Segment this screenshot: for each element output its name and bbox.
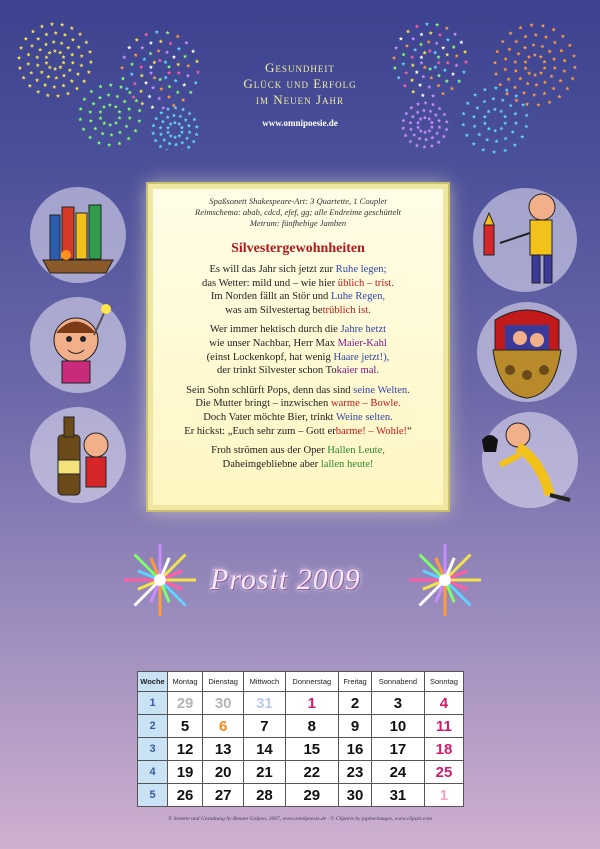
poem-line: Sein Sohn schlürft Pops, denn das sind seine Welten. bbox=[186, 384, 410, 396]
calendar-day: 16 bbox=[339, 738, 372, 761]
bottle-man-clipart-icon bbox=[28, 405, 128, 505]
calendar-day: 2 bbox=[339, 692, 372, 715]
calendar-header-row bbox=[138, 672, 464, 692]
greeting-line-2: Glück und Erfolg bbox=[243, 76, 357, 91]
calendar-week-row bbox=[138, 761, 464, 784]
calendar-day: 7 bbox=[244, 715, 285, 738]
calendar-day: 22 bbox=[285, 761, 339, 784]
calendar-day: 23 bbox=[339, 761, 372, 784]
poem-line: das Wetter: mild und – wie hier üblich – trist. bbox=[202, 277, 394, 289]
calendar-day: 28 bbox=[244, 784, 285, 807]
calendar-day: 31 bbox=[244, 692, 285, 715]
calendar-day: 29 bbox=[285, 784, 339, 807]
poem-stanza-3 bbox=[153, 384, 443, 438]
week-number: 2 bbox=[138, 715, 168, 738]
copyright-footer: © Sonette und Gestaltung by Renate Golpon, 2007, www.omnipoesie.de · © Cliparts by jupiterimages, www.clipart.com bbox=[168, 816, 432, 822]
calendar-header-sunday: Sonntag bbox=[424, 672, 463, 692]
calendar-day: 19 bbox=[168, 761, 203, 784]
calendar-header-monday: Montag bbox=[168, 672, 203, 692]
calendar-day: 3 bbox=[371, 692, 424, 715]
calendar-header-wednesday: Mittwoch bbox=[244, 672, 285, 692]
calendar-day: 5 bbox=[168, 715, 203, 738]
greeting-line-3: im Neuen Jahr bbox=[256, 92, 344, 107]
poem-stanza-1 bbox=[153, 263, 443, 317]
poem-line: was am Silvestertag betrüblich ist. bbox=[225, 304, 371, 316]
calendar-day: 21 bbox=[244, 761, 285, 784]
scared-man-with-cat-clipart-icon bbox=[470, 410, 585, 510]
poem-title: Silvestergewohnheiten bbox=[231, 241, 365, 256]
calendar-header-saturday: Sonnabend bbox=[371, 672, 424, 692]
calendar-header-week: Woche bbox=[138, 672, 168, 692]
calendar-table bbox=[137, 671, 464, 807]
poem-line: der trinkt Silvester schon Tokaier mal. bbox=[216, 365, 380, 377]
starburst-right-icon bbox=[400, 540, 490, 620]
prosit-title: Prosit 2009 bbox=[210, 563, 361, 596]
calendar-header-tuesday: Dienstag bbox=[203, 672, 244, 692]
calendar-day: 31 bbox=[371, 784, 424, 807]
calendar-day: 26 bbox=[168, 784, 203, 807]
week-number: 1 bbox=[138, 692, 168, 715]
calendar-day: 30 bbox=[203, 692, 244, 715]
poem-line: Im Norden fällt an Stör und Luhe Regen, bbox=[210, 291, 386, 303]
man-lighting-rocket-clipart-icon bbox=[470, 185, 580, 295]
rockets-clipart-icon bbox=[28, 185, 128, 285]
calendar-day: 30 bbox=[339, 784, 372, 807]
calendar-day: 12 bbox=[168, 738, 203, 761]
calendar-week-row bbox=[138, 692, 464, 715]
calendar-week-row bbox=[138, 784, 464, 807]
calendar-header-thursday: Donnerstag bbox=[285, 672, 339, 692]
calendar-day-sunday: 25 bbox=[424, 761, 463, 784]
poem-couplet bbox=[153, 444, 443, 471]
poem-card bbox=[148, 184, 448, 510]
calendar-day: 15 bbox=[285, 738, 339, 761]
calendar-header-friday: Freitag bbox=[339, 672, 372, 692]
poem-meter-note: Metrum: fünfhebige Jamben bbox=[249, 218, 347, 228]
poem-line: Daheimgebliebne aber lallen heute! bbox=[222, 458, 374, 470]
fireworks-right-icon bbox=[385, 15, 585, 155]
calendar-day: 9 bbox=[339, 715, 372, 738]
poem-line: Die Mutter bringt – inzwischen warme – Bowle. bbox=[195, 398, 401, 410]
poem-form-note: Spaßsonett Shakespeare-Art: 3 Quartette, 1 Couplet bbox=[209, 196, 387, 206]
calendar-week-row bbox=[138, 738, 464, 761]
calendar-day: 10 bbox=[371, 715, 424, 738]
calendar-day: 14 bbox=[244, 738, 285, 761]
calendar-day-sunday: 4 bbox=[424, 692, 463, 715]
poem-line: Wer immer hektisch durch die Jahre hetzt bbox=[209, 324, 387, 336]
calendar-day-sunday: 11 bbox=[424, 715, 463, 738]
calendar-day-sunday: 18 bbox=[424, 738, 463, 761]
poem-line: Froh strömen aus der Oper Hallen Leute, bbox=[211, 445, 385, 457]
calendar-day: 24 bbox=[371, 761, 424, 784]
calendar-day-holiday: 1 bbox=[285, 692, 339, 715]
calendar-day: 17 bbox=[371, 738, 424, 761]
poem-rhyme-note: Reimschema: abab, cdcd, efef, gg; alle Endreime geschüttelt bbox=[195, 207, 401, 217]
calendar-day: 29 bbox=[168, 692, 203, 715]
poem-line: Es will das Jahr sich jetzt zur Ruhe legen; bbox=[209, 264, 387, 275]
greeting-line-1: Gesundheit bbox=[265, 60, 335, 75]
calendar-day: 13 bbox=[203, 738, 244, 761]
calendar-day: 8 bbox=[285, 715, 339, 738]
calendar-day-next-month: 1 bbox=[424, 784, 463, 807]
week-number: 3 bbox=[138, 738, 168, 761]
poem-line: wie unser Nachbar, Herr Max Maier-Kahl bbox=[209, 337, 387, 349]
calendar-day-holiday: 6 bbox=[203, 715, 244, 738]
week-number: 4 bbox=[138, 761, 168, 784]
calendar-week-row bbox=[138, 715, 464, 738]
poem-line: Er hickst: „Euch sehr zum – Gott erbarme! – Wohle!“ bbox=[184, 425, 412, 437]
calendar-day: 27 bbox=[203, 784, 244, 807]
boy-with-sparkler-clipart-icon bbox=[28, 295, 128, 395]
poem-stanza-2 bbox=[153, 323, 443, 377]
poem-line: Doch Vater möchte Bier, trinkt Weine selten. bbox=[203, 411, 393, 423]
website-link[interactable]: www.omnipoesie.de bbox=[262, 118, 338, 128]
poem-line: (einst Lockenkopf, hat wenig Haare jetzt!), bbox=[206, 351, 390, 363]
starburst-left-icon bbox=[115, 540, 205, 620]
week-number: 5 bbox=[138, 784, 168, 807]
calendar-day: 20 bbox=[203, 761, 244, 784]
theater-box-clipart-icon bbox=[475, 300, 580, 405]
fireworks-left-icon bbox=[15, 15, 215, 150]
new-year-greeting bbox=[200, 60, 400, 131]
